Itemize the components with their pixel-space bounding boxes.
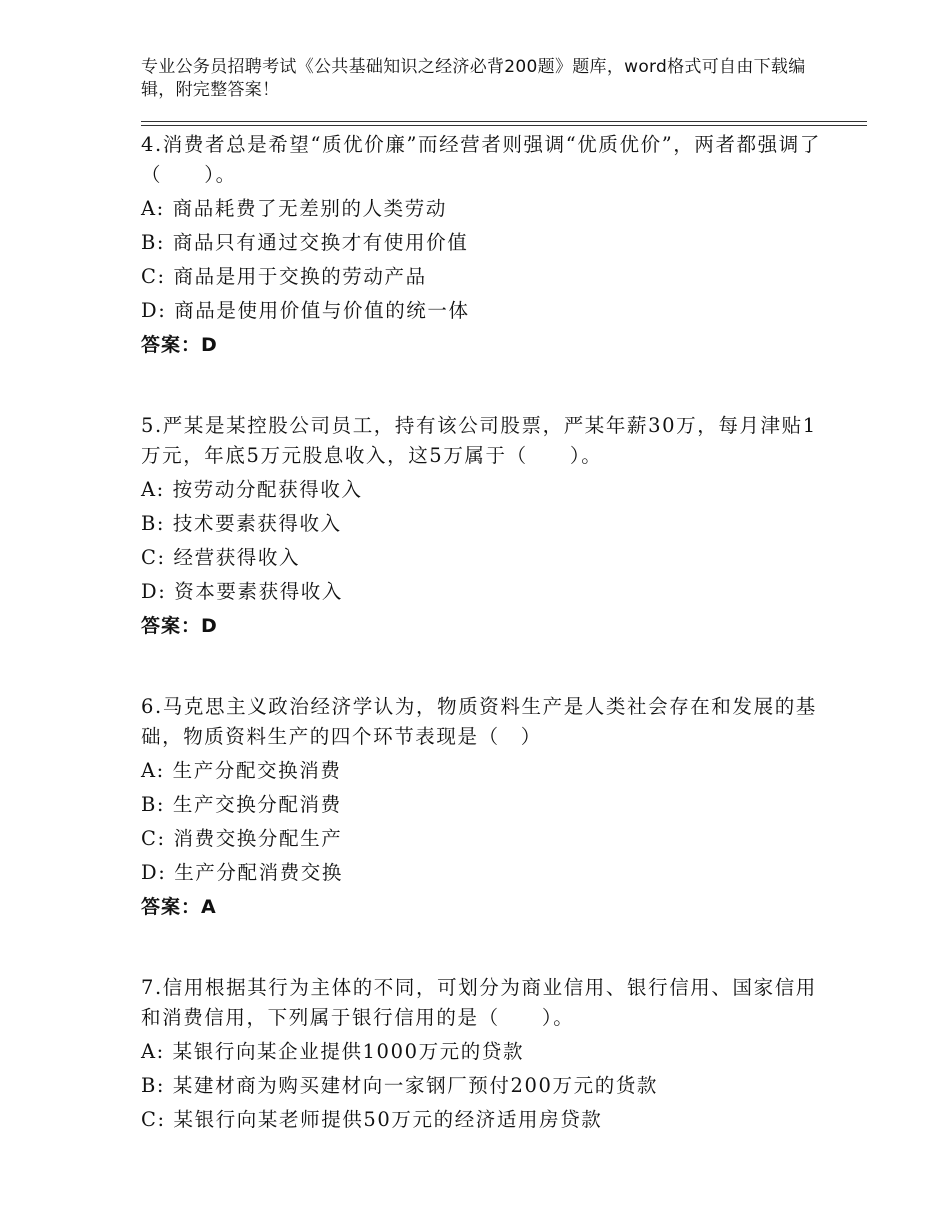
question-spacer [141,362,821,409]
header-divider-thick [141,125,867,126]
option-a: A: 生产分配交换消费 [141,759,342,782]
option-c: C: 经营获得收入 [141,546,301,569]
header-divider-thin [141,121,867,122]
question-list [141,128,821,1137]
option-b: B: 生产交换分配消费 [141,793,342,816]
answer-label: 答案：A [141,896,217,918]
option-a: A: 按劳动分配获得收入 [141,478,363,501]
option-a: A: 商品耗费了无差别的人类劳动 [141,197,447,220]
question-5 [141,409,821,643]
option-c: C: 某银行向某老师提供50万元的经济适用房贷款 [141,1108,603,1131]
question-stem: 7.信用根据其行为主体的不同，可划分为商业信用、银行信用、国家信用和消费信用，下列属于银行信用的是（ ）。 [141,976,817,1029]
option-b: B: 商品只有通过交换才有使用价值 [141,231,469,254]
question-spacer [141,643,821,690]
question-spacer [141,924,821,971]
question-4 [141,128,821,362]
document-header: 专业公务员招聘考试《公共基础知识之经济必背200题》题库，word格式可自由下载编辑，附完整答案！ [141,57,806,100]
answer-label: 答案：D [141,615,218,637]
question-stem: 4.消费者总是希望“质优价廉”而经营者则强调“优质优价”，两者都强调了（ ）。 [141,133,821,186]
option-d: D: 资本要素获得收入 [141,580,344,603]
option-d: D: 商品是使用价值与价值的统一体 [141,299,470,322]
option-c: C: 商品是用于交换的劳动产品 [141,265,427,288]
answer-label: 答案：D [141,334,218,356]
question-6 [141,690,821,924]
option-c: C: 消费交换分配生产 [141,827,343,850]
option-d: D: 生产分配消费交换 [141,861,344,884]
question-7 [141,971,821,1137]
option-b: B: 某建材商为购买建材向一家钢厂预付200万元的货款 [141,1074,659,1097]
question-stem: 5.严某是某控股公司员工，持有该公司股票，严某年薪30万，每月津贴1万元，年底5万元股息收入，这5万属于（ ）。 [141,414,817,467]
question-stem: 6.马克思主义政治经济学认为，物质资料生产是人类社会存在和发展的基础，物质资料生产的四个环节表现是（ ） [141,695,817,748]
option-a: A: 某银行向某企业提供1000万元的贷款 [141,1040,525,1063]
option-b: B: 技术要素获得收入 [141,512,342,535]
